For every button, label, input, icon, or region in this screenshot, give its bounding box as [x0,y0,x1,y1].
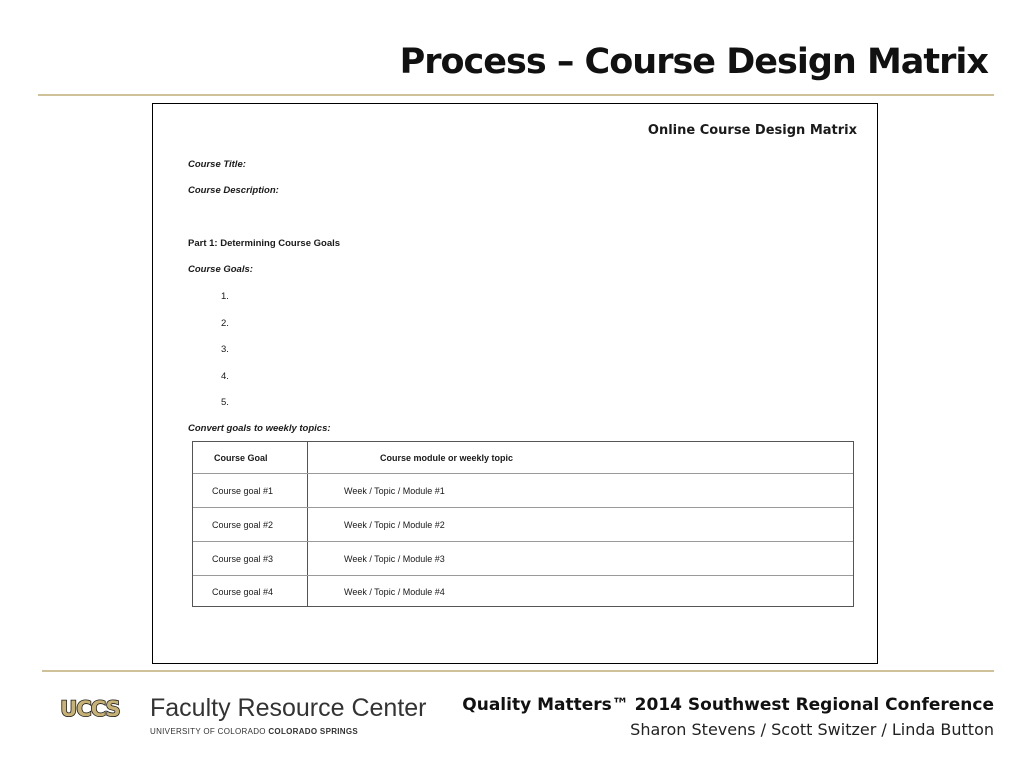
convert-goals-label: Convert goals to weekly topics: [188,423,331,434]
course-goal-cell: Course goal #3 [212,554,274,564]
course-description-label: Course Description: [188,185,279,196]
goal-number: 5. [221,397,229,408]
course-goals-label: Course Goals: [188,264,253,275]
table-row [193,541,853,576]
weekly-topic-cell: Week / Topic / Module #1 [344,486,445,496]
goal-number: 1. [221,291,229,302]
part1-heading: Part 1: Determining Course Goals [188,238,341,249]
course-goal-cell: Course goal #4 [212,586,274,597]
conference-title: Quality Matters™ 2014 Southwest Regional Conference [462,695,994,715]
weekly-topic-cell: Week / Topic / Module #2 [344,520,445,530]
presenters: Sharon Stevens / Scott Switzer / Linda Button [630,720,994,739]
course-goal-cell: Course goal #1 [212,486,274,496]
title-divider [38,94,994,96]
uccs-logo [42,698,138,720]
column-header-weekly-topic: Course module or weekly topic [380,452,514,463]
goal-number: 4. [221,371,229,382]
weekly-topic-cell: Week / Topic / Module #3 [344,554,445,564]
footer-divider [42,670,994,672]
table-row [193,575,853,607]
center-name: Faculty Resource Center [150,694,427,722]
goal-number: 2. [221,318,229,329]
table-row [193,473,853,508]
goal-number: 3. [221,344,229,355]
weekly-topic-cell: Week / Topic / Module #4 [344,586,445,597]
column-header-course-goal: Course Goal [214,452,268,463]
goals-topics-table [192,441,854,607]
document-title: Online Course Design Matrix [647,123,857,138]
uccs-logo-text: UCCS [60,698,120,720]
table-header-row [193,442,853,473]
university-name: UNIVERSITY OF COLORADO COLORADO SPRINGS [150,727,359,736]
course-design-matrix-document [152,103,878,664]
course-goal-cell: Course goal #2 [212,520,274,530]
course-title-label: Course Title: [188,159,246,170]
slide-title: Process – Course Design Matrix [399,42,988,82]
table-row [193,507,853,542]
